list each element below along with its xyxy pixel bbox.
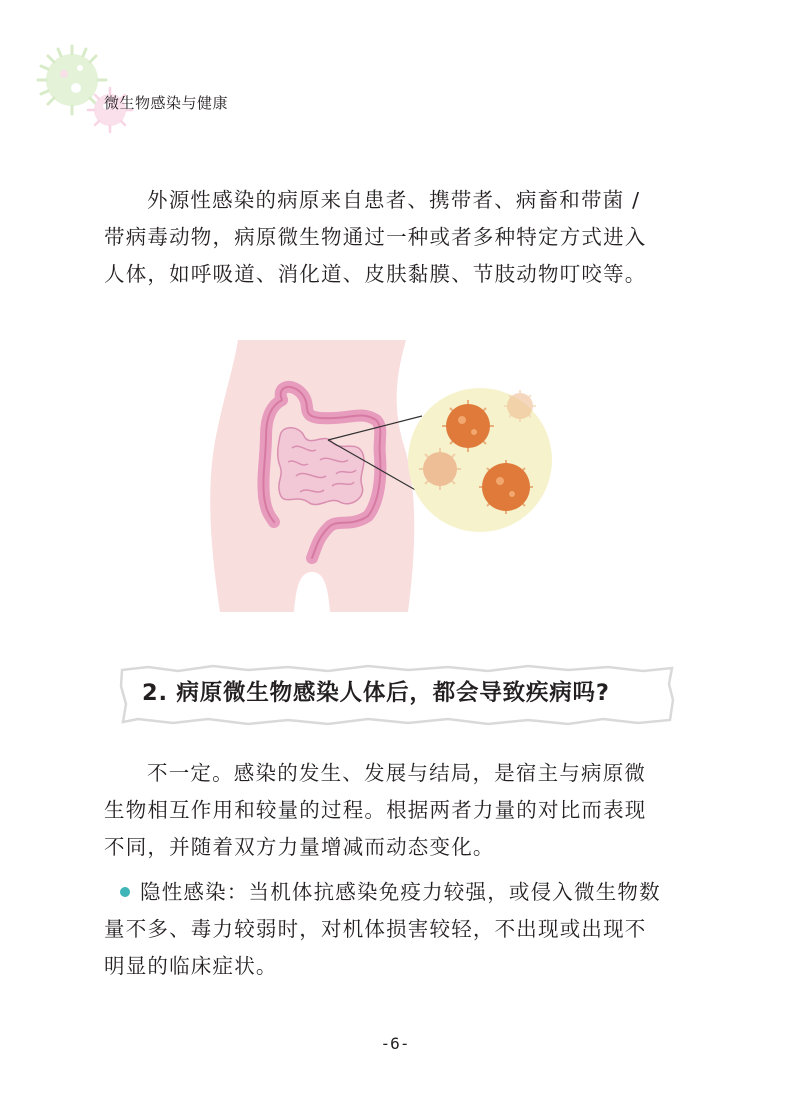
section-title: 2. 病原微生物感染人体后，都会导致疾病吗?: [142, 680, 610, 706]
header-title: 微生物感染与健康: [104, 94, 229, 112]
paragraph-line: 明显的临床症状。: [104, 954, 278, 978]
paragraph-line: 不同，并随着双方力量增减而动态变化。: [104, 835, 495, 859]
virus-icon: [419, 448, 461, 490]
answer-paragraph: [104, 755, 664, 866]
paragraph-line: 带病毒动物，病原微生物通过一种或者多种特定方式进入: [104, 225, 647, 249]
intro-paragraph: [104, 182, 664, 293]
intestine-infection-illustration: [200, 336, 560, 616]
paragraph-line: 不一定。感染的发生、发展与结局，是宿主与病原微: [147, 761, 647, 785]
virus-logo-icon: [30, 38, 140, 138]
paragraph-line: 生物相互作用和较量的过程。根据两者力量的对比而表现: [104, 798, 647, 822]
page-number: -6-: [380, 1034, 410, 1053]
virus-icon: [479, 460, 533, 514]
bullet-paragraph: [104, 874, 664, 985]
paragraph-line: 外源性感染的病原来自患者、携带者、病畜和带菌 /: [147, 188, 641, 212]
paragraph-line: 隐性感染：当机体抗感染免疫力较强，或侵入微生物数: [140, 880, 661, 904]
paragraph-line: 量不多、毒力较弱时，对机体损害较轻，不出现或出现不: [104, 917, 647, 941]
paragraph-line: 人体，如呼吸道、消化道、皮肤黏膜、节肢动物叮咬等。: [104, 262, 647, 286]
